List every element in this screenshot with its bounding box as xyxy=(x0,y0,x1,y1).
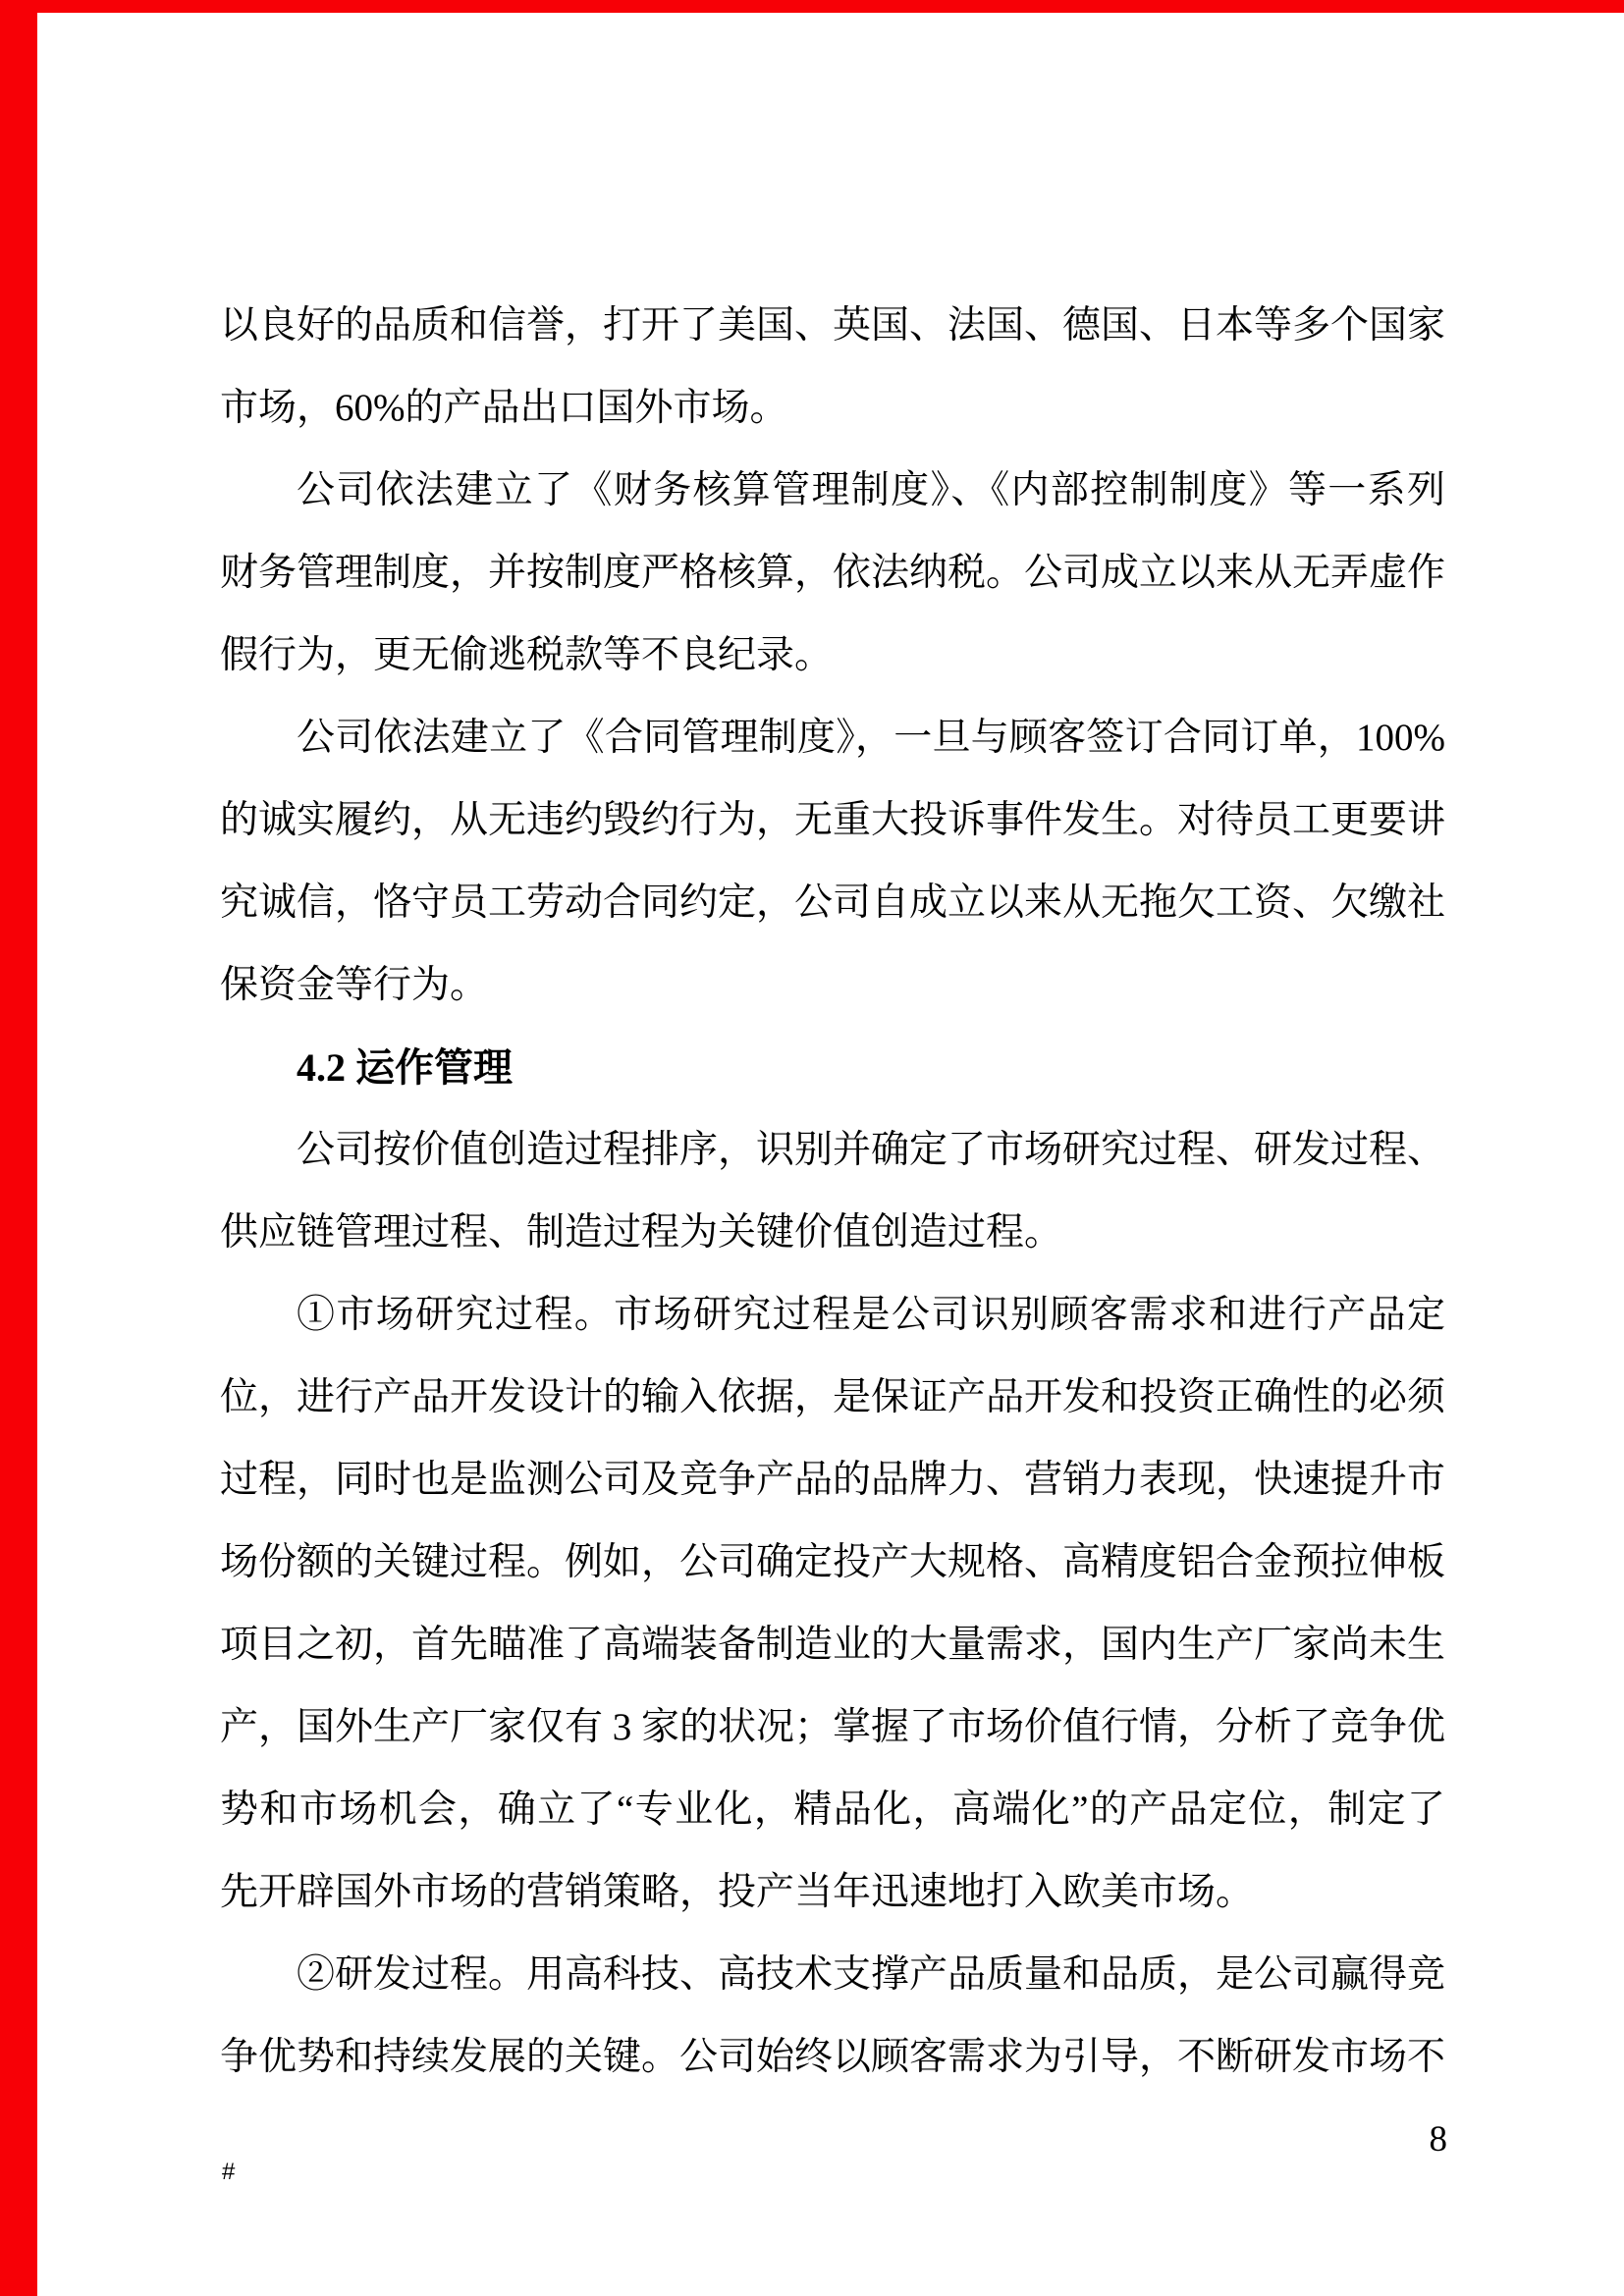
top-red-border xyxy=(0,0,1624,13)
text-line: 公司依法建立了《合同管理制度》，一旦与顾客签订合同订单，100% xyxy=(297,717,1445,759)
text-line: 争优势和持续发展的关键。公司始终以顾客需求为引导，不断研发市场不 xyxy=(220,2036,1446,2078)
text-line: 供应链管理过程、制造过程为关键价值创造过程。 xyxy=(220,1211,1063,1254)
text-line: ②研发过程。用高科技、高技术支撑产品质量和品质，是公司赢得竞 xyxy=(297,1953,1446,1996)
text-line: 假行为，更无偷逃税款等不良纪录。 xyxy=(220,634,834,676)
text-line: 究诚信，恪守员工劳动合同约定，公司自成立以来从无拖欠工资、欠缴社 xyxy=(220,881,1446,924)
text-line: 产，国外生产厂家仅有 3 家的状况；掌握了市场价值行情，分析了竞争优 xyxy=(220,1706,1446,1748)
text-line: 保资金等行为。 xyxy=(220,964,489,1006)
text-line: 以良好的品质和信誉，打开了美国、英国、法国、德国、日本等多个国家 xyxy=(220,304,1446,347)
left-red-border xyxy=(0,0,37,2296)
text-content xyxy=(220,285,1445,2099)
text-line: 的诚实履约，从无违约毁约行为，无重大投诉事件发生。对待员工更要讲 xyxy=(220,799,1446,841)
text-line: 场份额的关键过程。例如，公司确定投产大规格、高精度铝合金预拉伸板 xyxy=(220,1541,1446,1583)
text-line: 市场，60%的产品出口国外市场。 xyxy=(220,387,788,429)
section-heading: 4.2 运作管理 xyxy=(297,1045,513,1090)
text-line: 财务管理制度，并按制度严格核算，依法纳税。公司成立以来从无弄虚作 xyxy=(220,552,1446,594)
text-line: 项目之初，首先瞄准了高端装备制造业的大量需求，国内生产厂家尚未生 xyxy=(220,1624,1446,1666)
text-line: 过程，同时也是监测公司及竞争产品的品牌力、营销力表现，快速提升市 xyxy=(220,1459,1446,1501)
text-line: 公司按价值创造过程排序，识别并确定了市场研究过程、研发过程、 xyxy=(297,1129,1446,1171)
text-line: 势和市场机会，确立了“专业化，精品化，高端化”的产品定位，制定了 xyxy=(220,1789,1445,1831)
text-line: ①市场研究过程。市场研究过程是公司识别顾客需求和进行产品定 xyxy=(297,1294,1445,1336)
text-line: 先开辟国外市场的营销策略，投产当年迅速地打入欧美市场。 xyxy=(220,1871,1255,1913)
page-number: 8 xyxy=(1429,2119,1447,2160)
text-line: 公司依法建立了《财务核算管理制度》、《内部控制制度》等一系列 xyxy=(297,469,1445,511)
footer-mark: # xyxy=(222,2159,236,2185)
text-line: 位，进行产品开发设计的输入依据，是保证产品开发和投资正确性的必须 xyxy=(220,1376,1446,1418)
